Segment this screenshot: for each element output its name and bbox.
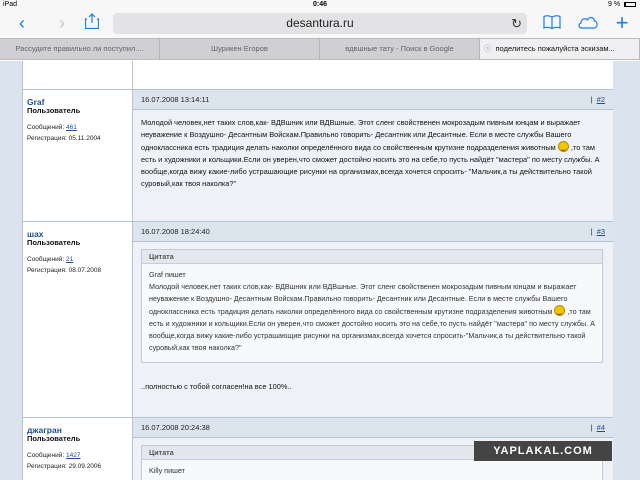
tab-label: поделитесь пожалуйста эскизам... (495, 44, 615, 53)
username-link[interactable]: Graf (27, 97, 45, 107)
post-header (133, 222, 613, 242)
battery-percent: 9 % (607, 1, 621, 8)
quote-body (142, 460, 602, 480)
post-body (141, 117, 603, 190)
reply-text: ..полностью с тобой согласен!на все 100%.. (141, 382, 292, 391)
browser-toolbar (0, 9, 640, 38)
post-permalink[interactable]: #2 (596, 95, 605, 104)
bookmarks-icon[interactable] (540, 13, 564, 33)
post-permalink[interactable]: #3 (596, 227, 605, 236)
user-registration (27, 135, 101, 142)
registration-date: 29.09.2006 (68, 463, 102, 470)
post-header (133, 418, 613, 438)
quote-header: Цитата (142, 446, 602, 460)
tab-label: вдвшные тату - Поиск в Google (345, 44, 454, 53)
quote-text: ,то там есть и художники и кольщики.Если он уверен,что сможет достойно носить это на себе,то пусть найдёт "мастера" по месту службы. А вообще,когда вижу какие-либо устрашающие рисунки на организмах,всегда хочется спросить-"Мальчик,а ты действительно такой суровый,как твоя наколка?" (149, 307, 595, 352)
quote-text: Молодой человек,нет таких слов,как- ВДВшник или ВДВшные. Этот сленг свойственен мокрозадым пивным юнцам и выражает неуважение к Воздушно- Десантным Войскам.Правильно говорить- Десантник или Десантные. Если в месте службы Вашего одноклассника есть традиция делать наколки определённого вида со свойственным крутизне подразделения животным (149, 282, 577, 316)
post-3 (23, 221, 613, 417)
tab-3[interactable] (320, 39, 480, 59)
battery-icon (624, 2, 636, 7)
post-permalink[interactable]: #4 (596, 423, 605, 432)
post-2 (23, 89, 613, 221)
user-messages (27, 452, 80, 459)
device-name: iPad (3, 1, 18, 8)
registration-date: 08.07.2008 (68, 267, 102, 274)
post-date: 16.07.2008 18:24:40 (141, 227, 210, 236)
post-number: | #4 (590, 423, 605, 432)
user-role: Пользователь (27, 238, 81, 247)
post-content (133, 222, 613, 417)
user-registration (27, 267, 101, 274)
user-registration (27, 463, 101, 470)
smiley-icon (554, 305, 565, 316)
messages-count-link[interactable]: 21 (66, 256, 74, 263)
messages-count-link[interactable]: 461 (66, 124, 77, 131)
quote-author: Graf пишет (149, 270, 186, 279)
messages-label: Сообщений: (27, 256, 65, 263)
post-number: | #2 (590, 95, 605, 104)
tab-1[interactable] (0, 39, 160, 59)
quote-author: Killy пишет (149, 466, 185, 475)
tab-bar (0, 38, 640, 60)
user-role: Пользователь (27, 434, 81, 443)
url-text: desantura.ru (286, 16, 354, 30)
quote-header: Цитата (142, 250, 602, 264)
close-tab-icon[interactable]: ⓧ (484, 44, 492, 53)
new-tab-icon[interactable]: + (615, 10, 629, 35)
user-column (23, 61, 133, 89)
cloud-icon[interactable] (576, 13, 600, 33)
tab-label: Шурикен Егоров (211, 44, 268, 53)
forward-icon[interactable]: › (59, 13, 65, 33)
username-link[interactable]: джагран (27, 425, 62, 435)
user-info (23, 222, 133, 417)
forum-thread (22, 61, 612, 480)
clock: 0:46 (312, 1, 327, 8)
battery-indicator (608, 0, 636, 9)
status-bar (0, 0, 640, 9)
quote-block (141, 249, 603, 363)
registration-label: Регистрация: (27, 135, 67, 142)
address-bar[interactable] (113, 13, 527, 34)
watermark-logo: YAPLAKAL.COM (474, 441, 612, 461)
post-text: ,то там есть и художники и кольщики.Если он уверен,что сможет достойно носить это на себе,то пусть найдёт "мастера" по месту службы. А вообще,когда вижу какие-либо устрашающие рисунки на организмах,всегда хочется спросить- "Мальчик,а ты действительно такой суровый,как твоя наколка?" (141, 143, 600, 188)
registration-label: Регистрация: (27, 267, 67, 274)
reload-icon[interactable]: ↻ (511, 16, 522, 31)
user-info (23, 418, 133, 480)
previous-post-end (23, 61, 613, 89)
post-date: 16.07.2008 13:14:11 (141, 95, 210, 104)
post-header (133, 90, 613, 110)
user-messages (27, 256, 73, 263)
post-text: Молодой человек,нет таких слов,как- ВДВшник или ВДВшные. Этот сленг свойственен мокрозадым пивным юнцам и выражает неуважение к Воздушно- Десантным Войскам.Правильно говорить- Десантник или Десантные. Если в месте службы Вашего одноклассника есть традиция делать наколки определённого вида со свойственным крутизне подразделения животным (141, 118, 581, 152)
registration-date: 05.11.2004 (68, 135, 101, 142)
post-number: | #3 (590, 227, 605, 236)
user-info (23, 90, 133, 221)
registration-label: Регистрация: (27, 463, 67, 470)
web-page[interactable] (0, 61, 640, 480)
tab-label: Рассудите правильно ли поступил.... (15, 44, 144, 53)
messages-label: Сообщений: (27, 452, 65, 459)
back-icon[interactable]: ‹ (19, 13, 25, 33)
post-column (133, 61, 613, 89)
messages-label: Сообщений: (27, 124, 65, 131)
user-messages (27, 124, 77, 131)
messages-count-link[interactable]: 1427 (66, 452, 81, 459)
smiley-icon (558, 141, 569, 152)
tab-4-active[interactable] (480, 39, 640, 59)
tab-2[interactable] (160, 39, 320, 59)
username-link[interactable]: шах (27, 229, 44, 239)
post-date: 16.07.2008 20:24:38 (141, 423, 210, 432)
share-icon[interactable] (80, 13, 104, 33)
quote-body (142, 264, 602, 362)
post-content (133, 90, 613, 221)
user-role: Пользователь (27, 106, 81, 115)
